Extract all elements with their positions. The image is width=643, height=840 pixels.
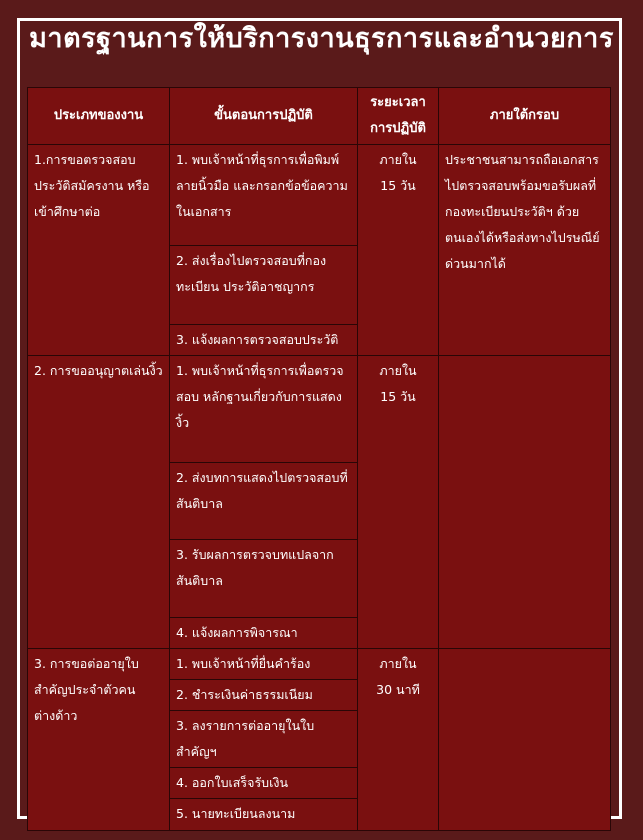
standards-table: [27, 87, 611, 831]
duration-cell: [358, 649, 439, 831]
step-cell: 2. ส่งบทการแสดงไปตรวจสอบที่สันติบาล: [170, 463, 358, 540]
header-duration-line1: ระยะเวลา: [370, 95, 426, 110]
scope-cell: [439, 649, 611, 831]
header-duration-line2: การปฏิบัติ: [370, 121, 426, 136]
duration-line2: 15 วัน: [380, 178, 416, 193]
duration-line1: ภายใน: [379, 152, 417, 167]
step-cell: 4. ออกใบเสร็จรับเงิน: [170, 768, 358, 799]
header-row: [28, 88, 611, 145]
job-type-cell: 2. การขออนุญาตเล่นงิ้ว: [28, 356, 170, 649]
table-row: [28, 649, 611, 680]
step-cell: 2. ชำระเงินค่าธรรมเนียม: [170, 680, 358, 711]
duration-cell: [358, 145, 439, 356]
header-steps: ขั้นตอนการปฏิบัติ: [170, 88, 358, 145]
scope-cell: [439, 356, 611, 649]
table-row: [28, 356, 611, 463]
job-type-cell: 3. การขอต่ออายุใบสำคัญประจำตัวคนต่างด้าว: [28, 649, 170, 831]
step-cell: 1. พบเจ้าหน้าที่ธุรการเพื่อตรวจสอบ หลักฐานเกี่ยวกับการแสดงงิ้ว: [170, 356, 358, 463]
table-row: [28, 145, 611, 246]
duration-line2: 30 นาที: [376, 682, 420, 697]
step-cell: 2. ส่งเรื่องไปตรวจสอบที่กองทะเบียน ประวัติอาชญากร: [170, 246, 358, 325]
header-duration: [358, 88, 439, 145]
step-cell: 3. ลงรายการต่ออายุในใบสำคัญฯ: [170, 711, 358, 768]
step-cell: 3. รับผลการตรวจบทแปลจากสันติบาล: [170, 540, 358, 618]
duration-cell: [358, 356, 439, 649]
job-type-cell: 1.การขอตรวจสอบประวัติสมัครงาน หรือเข้าศึกษาต่อ: [28, 145, 170, 356]
scope-cell: ประชาชนสามารถถือเอกสารไปตรวจสอบพร้อมขอรับผลที่กองทะเบียนประวัติฯ ด้วยตนเองได้หรือส่งทางไปรษณีย์ด่วนมากได้: [439, 145, 611, 356]
duration-line1: ภายใน: [379, 363, 417, 378]
step-cell: 1. พบเจ้าหน้าที่ยื่นคำร้อง: [170, 649, 358, 680]
duration-line1: ภายใน: [379, 656, 417, 671]
step-cell: 4. แจ้งผลการพิจารณา: [170, 618, 358, 649]
header-type: ประเภทของงาน: [28, 88, 170, 145]
step-cell: 3. แจ้งผลการตรวจสอบประวัติ: [170, 325, 358, 356]
step-cell: 1. พบเจ้าหน้าที่ธุรการเพื่อพิมพ์ลายนิ้วมือ และกรอกข้อข้อความในเอกสาร: [170, 145, 358, 246]
page-title: มาตรฐานการให้บริการงานธุรการและอำนวยการ: [29, 23, 614, 54]
duration-line2: 15 วัน: [380, 389, 416, 404]
step-cell: 5. นายทะเบียนลงนาม: [170, 799, 358, 831]
header-scope: ภายใต้กรอบ: [439, 88, 611, 145]
